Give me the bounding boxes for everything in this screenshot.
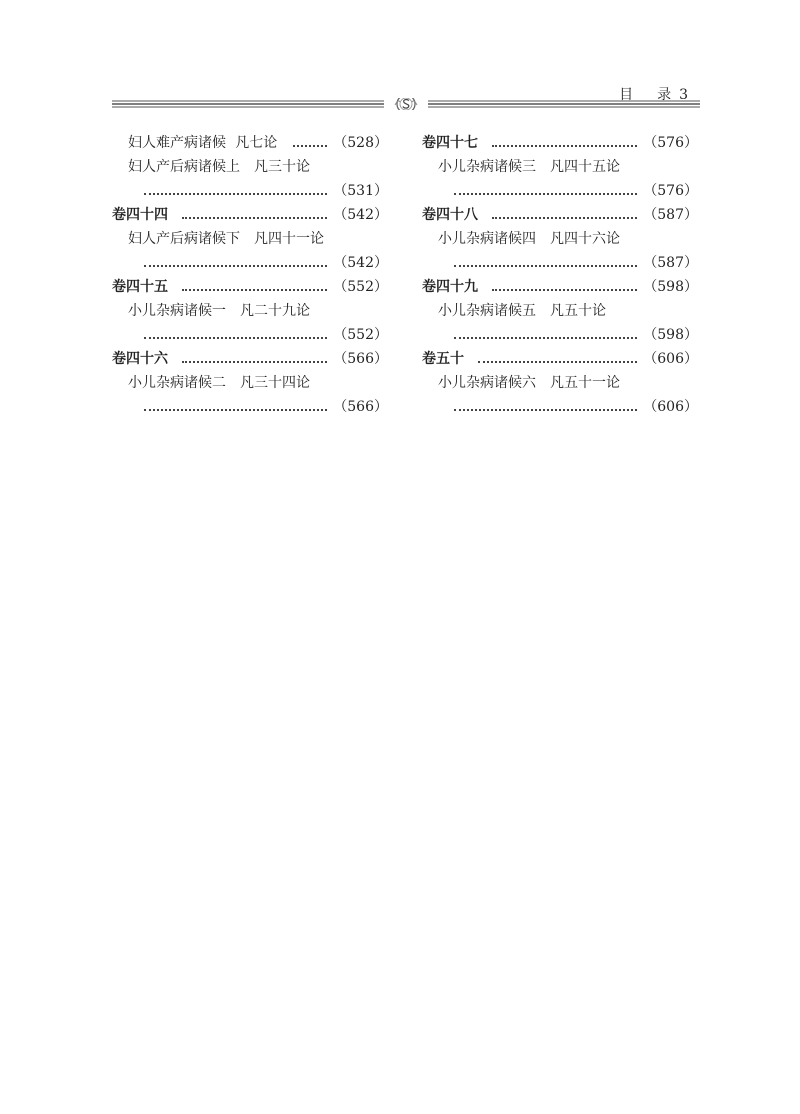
section-count: 凡四十一论 (254, 231, 324, 247)
section-title: 小儿杂病诸候四 (438, 231, 536, 247)
dot-leader (182, 347, 327, 371)
dot-leader (478, 347, 637, 371)
toc-column-right (422, 131, 698, 419)
dot-leader (454, 179, 637, 203)
page-ref: （606） (643, 399, 698, 415)
dot-leader (293, 131, 327, 155)
dot-leader (492, 275, 637, 299)
section-title: 小儿杂病诸候六 (438, 375, 536, 391)
toc-entry (112, 323, 388, 347)
toc-entry (112, 395, 388, 419)
toc-entry (112, 227, 388, 251)
toc-entry (112, 275, 388, 299)
toc-entry (422, 347, 698, 371)
section-count: 凡二十九论 (240, 303, 310, 319)
header-page-number: 3 (679, 87, 688, 103)
toc-entry (422, 251, 698, 275)
chapter-title: 卷四十九 (422, 279, 478, 295)
toc-entry (112, 347, 388, 371)
toc-entry (112, 371, 388, 395)
header-title-part2: 录 (657, 87, 672, 103)
dot-leader (492, 131, 637, 155)
dot-leader (454, 251, 637, 275)
dot-leader (182, 275, 327, 299)
toc-entry (112, 299, 388, 323)
chapter-title: 卷四十八 (422, 207, 478, 223)
section-count: 凡三十四论 (240, 375, 310, 391)
page-ref: （542） (333, 255, 388, 271)
toc-entry (112, 203, 388, 227)
toc-entry (422, 323, 698, 347)
toc-entry (422, 299, 698, 323)
toc-entry (422, 275, 698, 299)
dot-leader (144, 395, 327, 419)
section-count: 凡五十一论 (550, 375, 620, 391)
section-title: 妇人产后病诸候下 (128, 231, 240, 247)
page-ref: （598） (643, 279, 698, 295)
toc-entry (422, 371, 698, 395)
publisher-emblem-icon (395, 98, 417, 110)
toc-entry (112, 251, 388, 275)
page-ref: （528） (333, 135, 388, 151)
section-title: 小儿杂病诸候一 (128, 303, 226, 319)
toc-entry (422, 227, 698, 251)
chapter-title: 卷四十七 (422, 135, 478, 151)
chapter-title: 卷四十四 (112, 207, 168, 223)
page-ref: （598） (643, 327, 698, 343)
page-ref: （587） (643, 255, 698, 271)
header-rule-ornament (112, 98, 700, 110)
page-ref: （542） (333, 207, 388, 223)
page-ref: （587） (643, 207, 698, 223)
toc-entry (422, 155, 698, 179)
dot-leader (454, 395, 637, 419)
toc-entry (422, 179, 698, 203)
section-title: 小儿杂病诸候五 (438, 303, 536, 319)
toc-entry (112, 179, 388, 203)
chapter-title: 卷四十六 (112, 351, 168, 367)
toc-column-left (112, 131, 388, 419)
section-count: 凡四十六论 (550, 231, 620, 247)
page-ref: （566） (333, 351, 388, 367)
section-count: 凡五十论 (550, 303, 606, 319)
dot-leader (492, 203, 637, 227)
dot-leader (182, 203, 327, 227)
dot-leader (454, 323, 637, 347)
toc-entry (112, 131, 388, 155)
page-ref: （552） (333, 327, 388, 343)
section-title: 妇人产后病诸候上 (128, 159, 240, 175)
page-ref: （566） (333, 399, 388, 415)
section-title: 小儿杂病诸候二 (128, 375, 226, 391)
page-ref: （552） (333, 279, 388, 295)
section-title: 小儿杂病诸候三 (438, 159, 536, 175)
page-ref: （606） (643, 351, 698, 367)
toc-entry (422, 131, 698, 155)
section-title: 妇人难产病诸候 (128, 135, 226, 151)
toc-entry (422, 203, 698, 227)
toc-entry (422, 395, 698, 419)
dot-leader (144, 179, 327, 203)
page-ref: （531） (333, 183, 388, 199)
section-count: 凡四十五论 (550, 159, 620, 175)
dot-leader (144, 323, 327, 347)
section-count: 凡七论 (235, 135, 278, 151)
header-title-part1: 目 (619, 87, 634, 103)
toc-entry (112, 155, 388, 179)
page-ref: （576） (643, 135, 698, 151)
chapter-title: 卷四十五 (112, 279, 168, 295)
page-ref: （576） (643, 183, 698, 199)
chapter-title: 卷五十 (422, 351, 464, 367)
section-count: 凡三十论 (254, 159, 310, 175)
dot-leader (144, 251, 327, 275)
